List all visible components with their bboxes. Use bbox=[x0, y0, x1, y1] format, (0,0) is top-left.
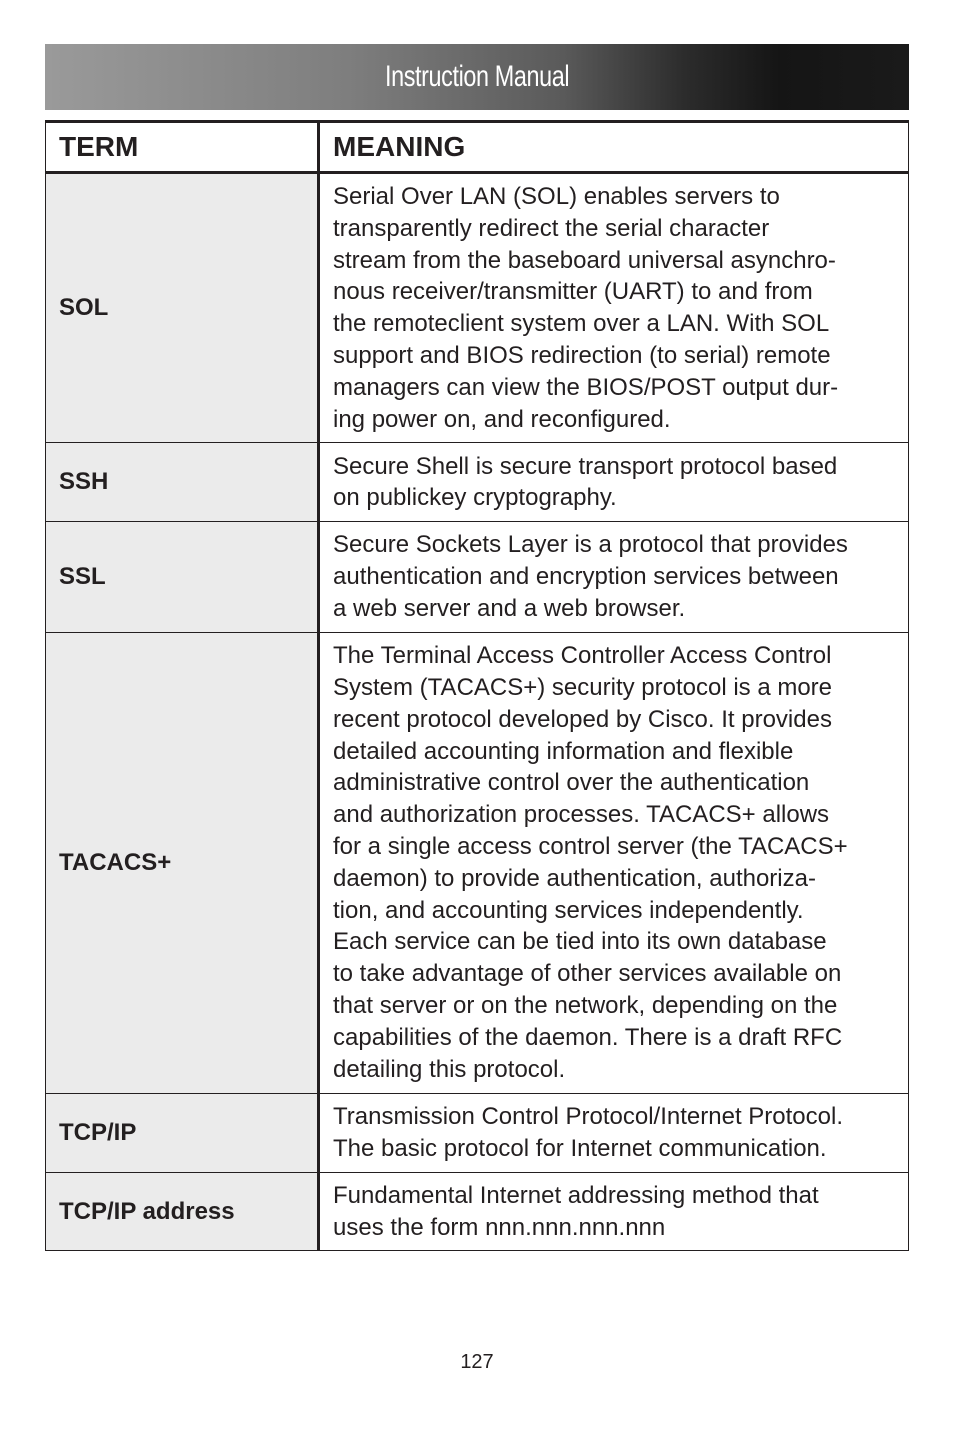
meaning-line: Secure Sockets Layer is a protocol that provides bbox=[333, 531, 848, 559]
term-cell: SOL bbox=[46, 173, 319, 443]
meaning-line: Serial Over LAN (SOL) enables servers to bbox=[333, 183, 780, 210]
meaning-cell bbox=[319, 173, 909, 443]
meaning-line: daemon) to provide authentication, authoriza- bbox=[333, 864, 816, 892]
meaning-line: uses the form nnn.nnn.nnn.nnn bbox=[333, 1213, 666, 1241]
glossary-table bbox=[45, 120, 909, 1251]
term-cell: SSH bbox=[46, 443, 319, 522]
manual-title: Instruction Manual bbox=[384, 60, 570, 93]
term-column-header: TERM bbox=[46, 122, 319, 173]
meaning-line: Each service can be tied into its own database bbox=[333, 928, 827, 956]
table-row bbox=[46, 1172, 909, 1251]
meaning-line: stream from the baseboard universal asynchro- bbox=[333, 246, 836, 274]
meaning-line: detailed accounting information and flexible bbox=[333, 737, 794, 765]
table-row bbox=[46, 1093, 909, 1172]
page-number: 127 bbox=[460, 1351, 494, 1373]
meaning-line: authentication and encryption services between bbox=[333, 563, 839, 591]
meaning-line: Fundamental Internet addressing method that bbox=[333, 1181, 819, 1209]
meaning-line: The basic protocol for Internet communication. bbox=[333, 1134, 827, 1162]
meaning-line: recent protocol developed by Cisco. It provides bbox=[333, 705, 832, 733]
meaning-column-header: MEANING bbox=[319, 122, 909, 173]
table-row bbox=[46, 522, 909, 632]
meaning-line: for a single access control server (the TACACS+ bbox=[333, 832, 848, 860]
meaning-line: support and BIOS redirection (to serial) remote bbox=[333, 341, 831, 369]
meaning-line: that server or on the network, depending on the bbox=[333, 991, 838, 1019]
term-cell: TCP/IP address bbox=[46, 1172, 319, 1251]
meaning-cell bbox=[319, 632, 909, 1093]
meaning-line: The Terminal Access Controller Access Control bbox=[333, 642, 832, 670]
meaning-line: detailing this protocol. bbox=[333, 1055, 566, 1083]
meaning-line: on publickey cryptography. bbox=[333, 484, 617, 512]
meaning-line: administrative control over the authentication bbox=[333, 769, 810, 797]
term-cell: SSL bbox=[46, 522, 319, 632]
meaning-line: ing power on, and reconfigured. bbox=[333, 405, 671, 433]
term-cell: TCP/IP bbox=[46, 1093, 319, 1172]
meaning-line: System (TACACS+) security protocol is a more bbox=[333, 673, 833, 701]
meaning-line: capabilities of the daemon. There is a draft RFC bbox=[333, 1023, 843, 1051]
manual-header-banner bbox=[45, 44, 909, 110]
table-row bbox=[46, 173, 909, 443]
table-row bbox=[46, 632, 909, 1093]
meaning-line: nous receiver/transmitter (UART) to and from bbox=[333, 278, 813, 306]
table-header-row bbox=[46, 122, 909, 173]
meaning-cell bbox=[319, 522, 909, 632]
table-row bbox=[46, 443, 909, 522]
meaning-line: and authorization processes. TACACS+ allows bbox=[333, 801, 830, 829]
meaning-cell bbox=[319, 1093, 909, 1172]
term-cell: TACACS+ bbox=[46, 632, 319, 1093]
meaning-cell bbox=[319, 1172, 909, 1251]
meaning-line: Secure Shell is secure transport protocol based bbox=[333, 452, 838, 480]
meaning-line: the remoteclient system over a LAN. With SOL bbox=[333, 310, 830, 338]
meaning-line: managers can view the BIOS/POST output dur- bbox=[333, 373, 839, 401]
meaning-line: Transmission Control Protocol/Internet Protocol. bbox=[333, 1102, 843, 1130]
meaning-line: tion, and accounting services independently. bbox=[333, 896, 804, 924]
meaning-line: transparently redirect the serial character bbox=[333, 214, 770, 242]
meaning-line: to take advantage of other services available on bbox=[333, 960, 842, 988]
meaning-cell bbox=[319, 443, 909, 522]
meaning-line: a web server and a web browser. bbox=[333, 594, 686, 622]
